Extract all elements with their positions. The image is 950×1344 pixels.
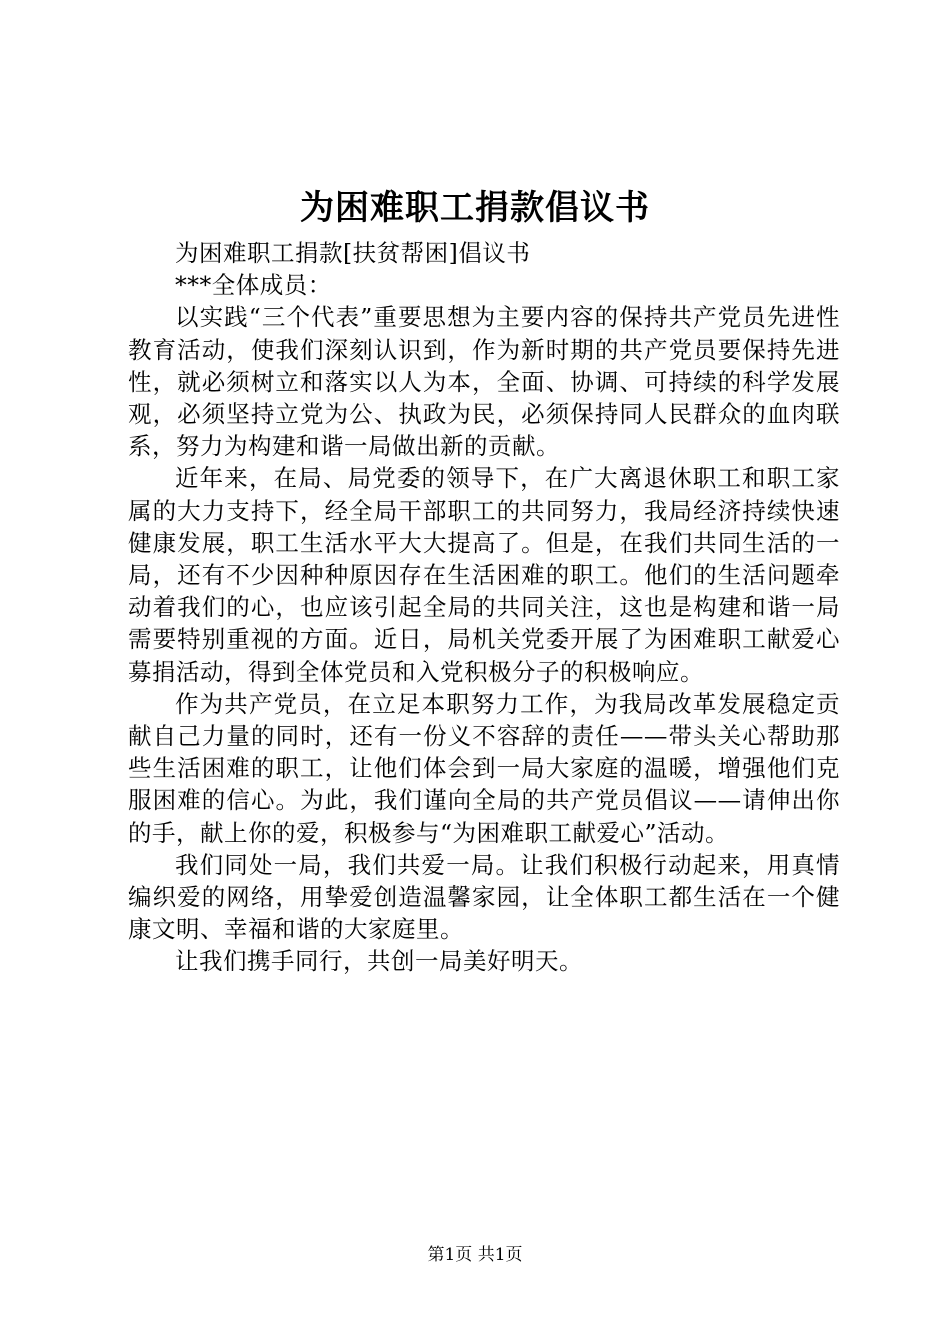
page-footer: 第1页 共1页 — [427, 1245, 523, 1265]
paragraph-1: 以实践“三个代表”重要思想为主要内容的保持共产党员先进性教育活动，使我们深刻认识到，作为新时期的共产党员要保持先进性，就必须树立和落实以人为本，全面、协调、可持续的科学发展观，必须坚持立党为公、执政为民，必须保持同人民群众的血肉联系，努力为构建和谐一局做出新的贡献。 — [128, 303, 840, 461]
document-subtitle: 为困难职工捐款[扶贫帮困]倡议书 — [175, 239, 531, 267]
paragraph-2: 近年来，在局、局党委的领导下，在广大离退休职工和职工家属的大力支持下，经全局干部职工的共同努力，我局经济持续快速健康发展，职工生活水平大大提高了。但是，在我们共同生活的一局，还有不少因种种原因存在生活困难的职工。他们的生活问题牵动着我们的心，也应该引起全局的共同关注，这也是构建和谐一局需要特别重视的方面。近日，局机关党委开展了为困难职工献爱心募捐活动，得到全体党员和入党积极分子的积极响应。 — [128, 464, 840, 686]
document-body — [128, 237, 840, 978]
document-title: 为困难职工捐款倡议书 — [300, 188, 650, 228]
paragraph-5: 让我们携手同行，共创一局美好明天。 — [175, 947, 583, 976]
paragraph-4: 我们同处一局，我们共爱一局。让我们积极行动起来，用真情编织爱的网络，用挚爱创造温馨家园，让全体职工都生活在一个健康文明、幸福和谐的大家庭里。 — [128, 850, 840, 944]
salutation: ***全体成员： — [175, 271, 332, 300]
paragraph-3: 作为共产党员，在立足本职努力工作，为我局改革发展稳定贡献自己力量的同时，还有一份义不容辞的责任——带头关心帮助那些生活困难的职工，让他们体会到一局大家庭的温暖，增强他们克服困难的信心。为此，我们谨向全局的共产党员倡议——请伸出你的手，献上你的爱，积极参与“为困难职工献爱心”活动。 — [128, 689, 840, 847]
